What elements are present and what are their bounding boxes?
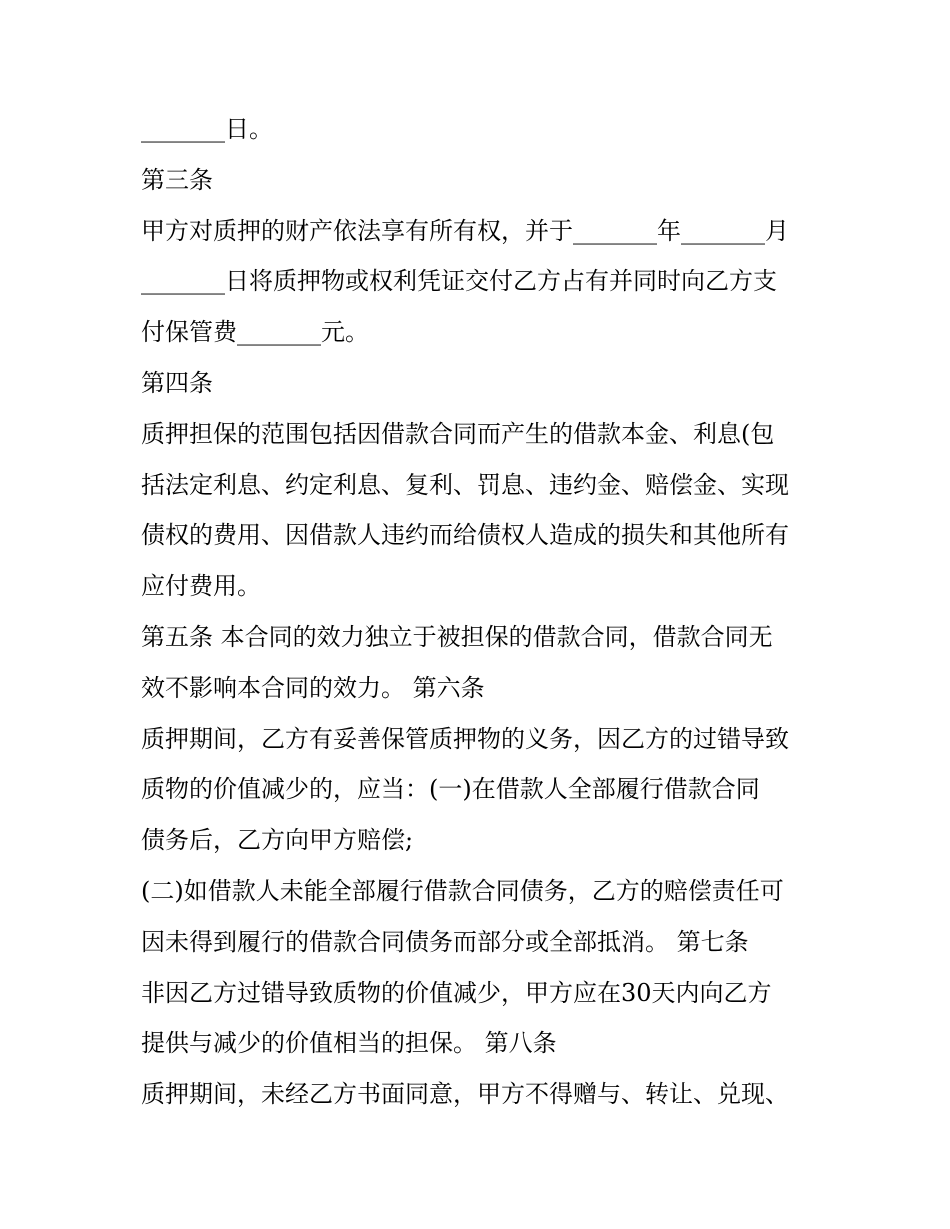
text-line: 质押担保的范围包括因借款合同而产生的借款本金、利息(包 — [141, 419, 775, 448]
text-line: 付保管费_______元。 — [141, 318, 369, 347]
article-heading: 第四条 — [141, 368, 213, 397]
text-line: 质押期间，乙方有妥善保管质押物的义务，因乙方的过错导致 — [141, 724, 789, 753]
text-line: 债权的费用、因借款人违约而给债权人造成的损失和其他所有 — [141, 521, 789, 550]
text-line: 质物的价值减少的，应当：(一)在借款人全部履行借款合同 — [141, 775, 760, 804]
text-line: 括法定利息、约定利息、复利、罚息、违约金、赔偿金、实现 — [141, 470, 789, 499]
text-line: 甲方对质押的财产依法享有所有权，并于_______年_______月 — [141, 216, 789, 245]
text-line: _______日。 — [141, 115, 273, 143]
text-line: (二)如借款人未能全部履行借款合同债务，乙方的赔偿责任可 — [141, 876, 784, 905]
text-line: 质押期间，未经乙方书面同意，甲方不得赠与、转让、兑现、 — [141, 1080, 789, 1109]
article-heading: 第三条 — [141, 165, 213, 194]
text-line: 应付费用。 — [141, 572, 261, 601]
contract-text — [141, 110, 841, 1126]
text-line: _______日将质押物或权利凭证交付乙方占有并同时向乙方支 — [141, 267, 777, 296]
text-line: 债务后，乙方向甲方赔偿; — [141, 826, 414, 855]
text-line: 提供与减少的价值相当的担保。 第八条 — [141, 1029, 557, 1058]
text-line: 效不影响本合同的效力。 第六条 — [141, 673, 485, 702]
text-line: 非因乙方过错导致质物的价值减少，甲方应在30天内向乙方 — [141, 978, 772, 1007]
text-line: 第五条 本合同的效力独立于被担保的借款合同，借款合同无 — [141, 622, 773, 651]
text-line: 因未得到履行的借款合同债务而部分或全部抵消。 第七条 — [141, 927, 749, 956]
